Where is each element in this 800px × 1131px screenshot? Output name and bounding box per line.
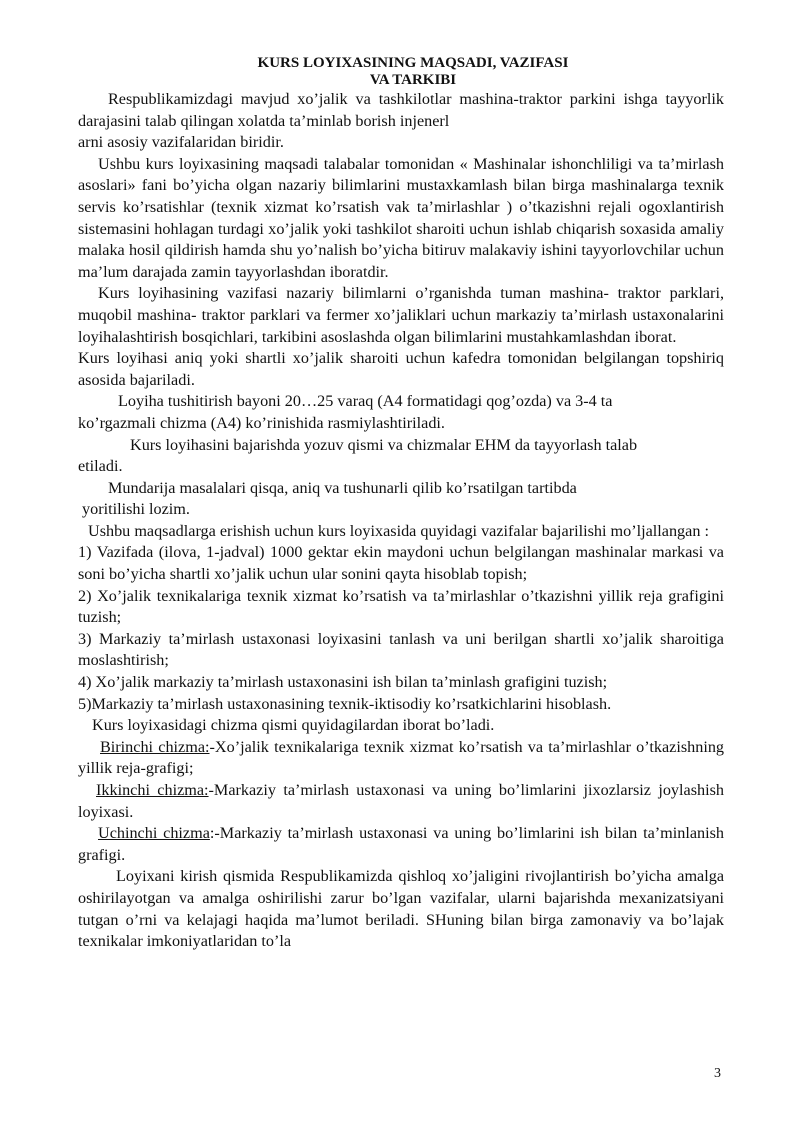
drawing-label-1: Birinchi chizma: [100, 737, 210, 756]
paragraph-task: Kurs loyihasining vazifasi nazariy bilimlarni o’rganishda tuman mashina- traktor parklari, muqobil mashina- traktor parklari va fermer xo’jaliklari uchun markaziy ta’mirlash ustaxonalarini loyihalashtirish bosqichlari, tarkibini asoslashda olgan bilimlarini mustahkamlashdan iborat. [78, 284, 724, 346]
drawing-text-3: :-Markaziy ta’mirlash ustaxonasi va uning bo’limlarini ish bilan ta’minlanish grafigi. [78, 824, 724, 864]
drawings-intro: Kurs loyixasidagi chizma qismi quyidagilardan iborat bo’ladi. [92, 716, 495, 735]
paragraph-computer-line1: Kurs loyihasini bajarishda yozuv qismi va chizmalar EHM da tayyorlash talab [130, 435, 638, 454]
task-item-5: 5)Markaziy ta’mirlash ustaxonasining texnik-iktisodiy ko’rsatkichlarini hisoblash. [78, 694, 612, 713]
document-page [78, 55, 724, 953]
paragraph-computer-line2: etiladi. [78, 457, 123, 476]
drawing-item-2 [78, 780, 724, 823]
paragraph-format-line2: ko’rgazmali chizma (A4) ko’rinishida rasmiylashtiriladi. [78, 413, 445, 432]
title-line-2: VA TARKIBI [369, 72, 457, 88]
drawing-label-3: Uchinchi chizma [98, 824, 210, 843]
page-number: 3 [714, 1066, 721, 1081]
paragraph-objectives: Ushbu maqsadlarga erishish uchun kurs loyixasida quyidagi vazifalar bajarilishi mo’ljallangan : [88, 521, 709, 540]
drawing-text-1: -Xo’jalik texnikalariga texnik xizmat ko’rsatish va ta’mirlashlar o’tkazishning yillik reja-grafigi; [78, 737, 725, 778]
paragraph-conditions: Kurs loyihasi aniq yoki shartli xo’jalik sharoiti uchun kafedra tomonidan belgilangan topshiriq asosida bajariladi. [78, 349, 724, 389]
task-item-2: 2) Xo’jalik texnikalariga texnik xizmat ko’rsatish va ta’mirlashlar o’tkazishni yillik reja grafigini tuzish; [78, 586, 724, 627]
drawing-item-3 [78, 823, 724, 866]
drawing-label-2: Ikkinchi chizma: [96, 781, 209, 799]
paragraph-goal: Ushbu kurs loyixasining maqsadi talabalar tomonidan « Mashinalar ishonchliligi va ta’mirlash asoslari» fani bo’yicha olgan nazariy bilimlarini mustaxkamlash bilan birga mashinalarga texnik servis ko’rsatishlar (texnik xizmat ko’rsatish vak ta’mirlashlar ) o’tkazishni rejali ogoxlantirish sistemasini hohlagan turdagi xo’jalik yoki tashkilot sharoiti uchun ishlab chiqarish soxasida amaliy malaka hosil qildirish hamda shu yo’nalish bo’yicha bitiruv malakaviy ishini tayyorlovchilar uchun ma’lum darajada zamin tayyorlashdan iboratdir. [78, 154, 724, 281]
paragraph-contents-line2: yoritilishi lozim. [82, 500, 190, 519]
task-item-1: 1) Vazifada (ilova, 1-jadval) 1000 gektar ekin maydoni uchun belgilangan mashinalar markasi va soni bo’yicha shartli xo’jalik uchun ular sonini qayta hisoblab topish; [78, 543, 724, 584]
paragraph-intro: Respublikamizdagi mavjud xo’jalik va tashkilotlar mashina-traktor parkini ishga tayyorlik darajasini talab qilingan xolatda ta’minlab borish injenerl [78, 90, 724, 130]
drawing-item-1 [78, 737, 724, 780]
paragraph-format-line1: Loyiha tushitirish bayoni 20…25 varaq (A4 formatidagi qog’ozda) va 3-4 ta [118, 392, 613, 411]
paragraph-intro-end: arni asosiy vazifalaridan biridir. [78, 133, 284, 152]
task-item-4: 4) Xo’jalik markaziy ta’mirlash ustaxonasini ish bilan ta’minlash grafigini tuzish; [78, 673, 608, 692]
page-title [102, 55, 724, 89]
title-line-1: KURS LOYIXASINING MAQSADI, VAZIFASI [257, 55, 569, 71]
paragraph-contents-line1: Mundarija masalalari qisqa, aniq va tushunarli qilib ko’rsatilgan tartibda [108, 478, 577, 497]
task-item-3: 3) Markaziy ta’mirlash ustaxonasi loyixasini tanlash va uni berilgan shartli xo’jalik sharoitiga moslashtirish; [78, 629, 724, 670]
paragraph-introduction-part: Loyixani kirish qismida Respublikamizda qishloq xo’jaligini rivojlantirish bo’yicha amalga oshirilayotgan va amalga oshirilishi zarur bo’lgan vazifalar, ularni bajarishda mexanizatsiyani tutgan o’rni va kelajagi haqida ma’lumot beriladi. SHuning bilan birga zamonaviy va bo’lajak texnikalar imkoniyatlaridan to’la [78, 867, 724, 951]
drawing-text-2: -Markaziy ta’mirlash ustaxonasi va uning bo’limlarini jixozlarsiz joylashish loyixasi. [78, 781, 724, 821]
